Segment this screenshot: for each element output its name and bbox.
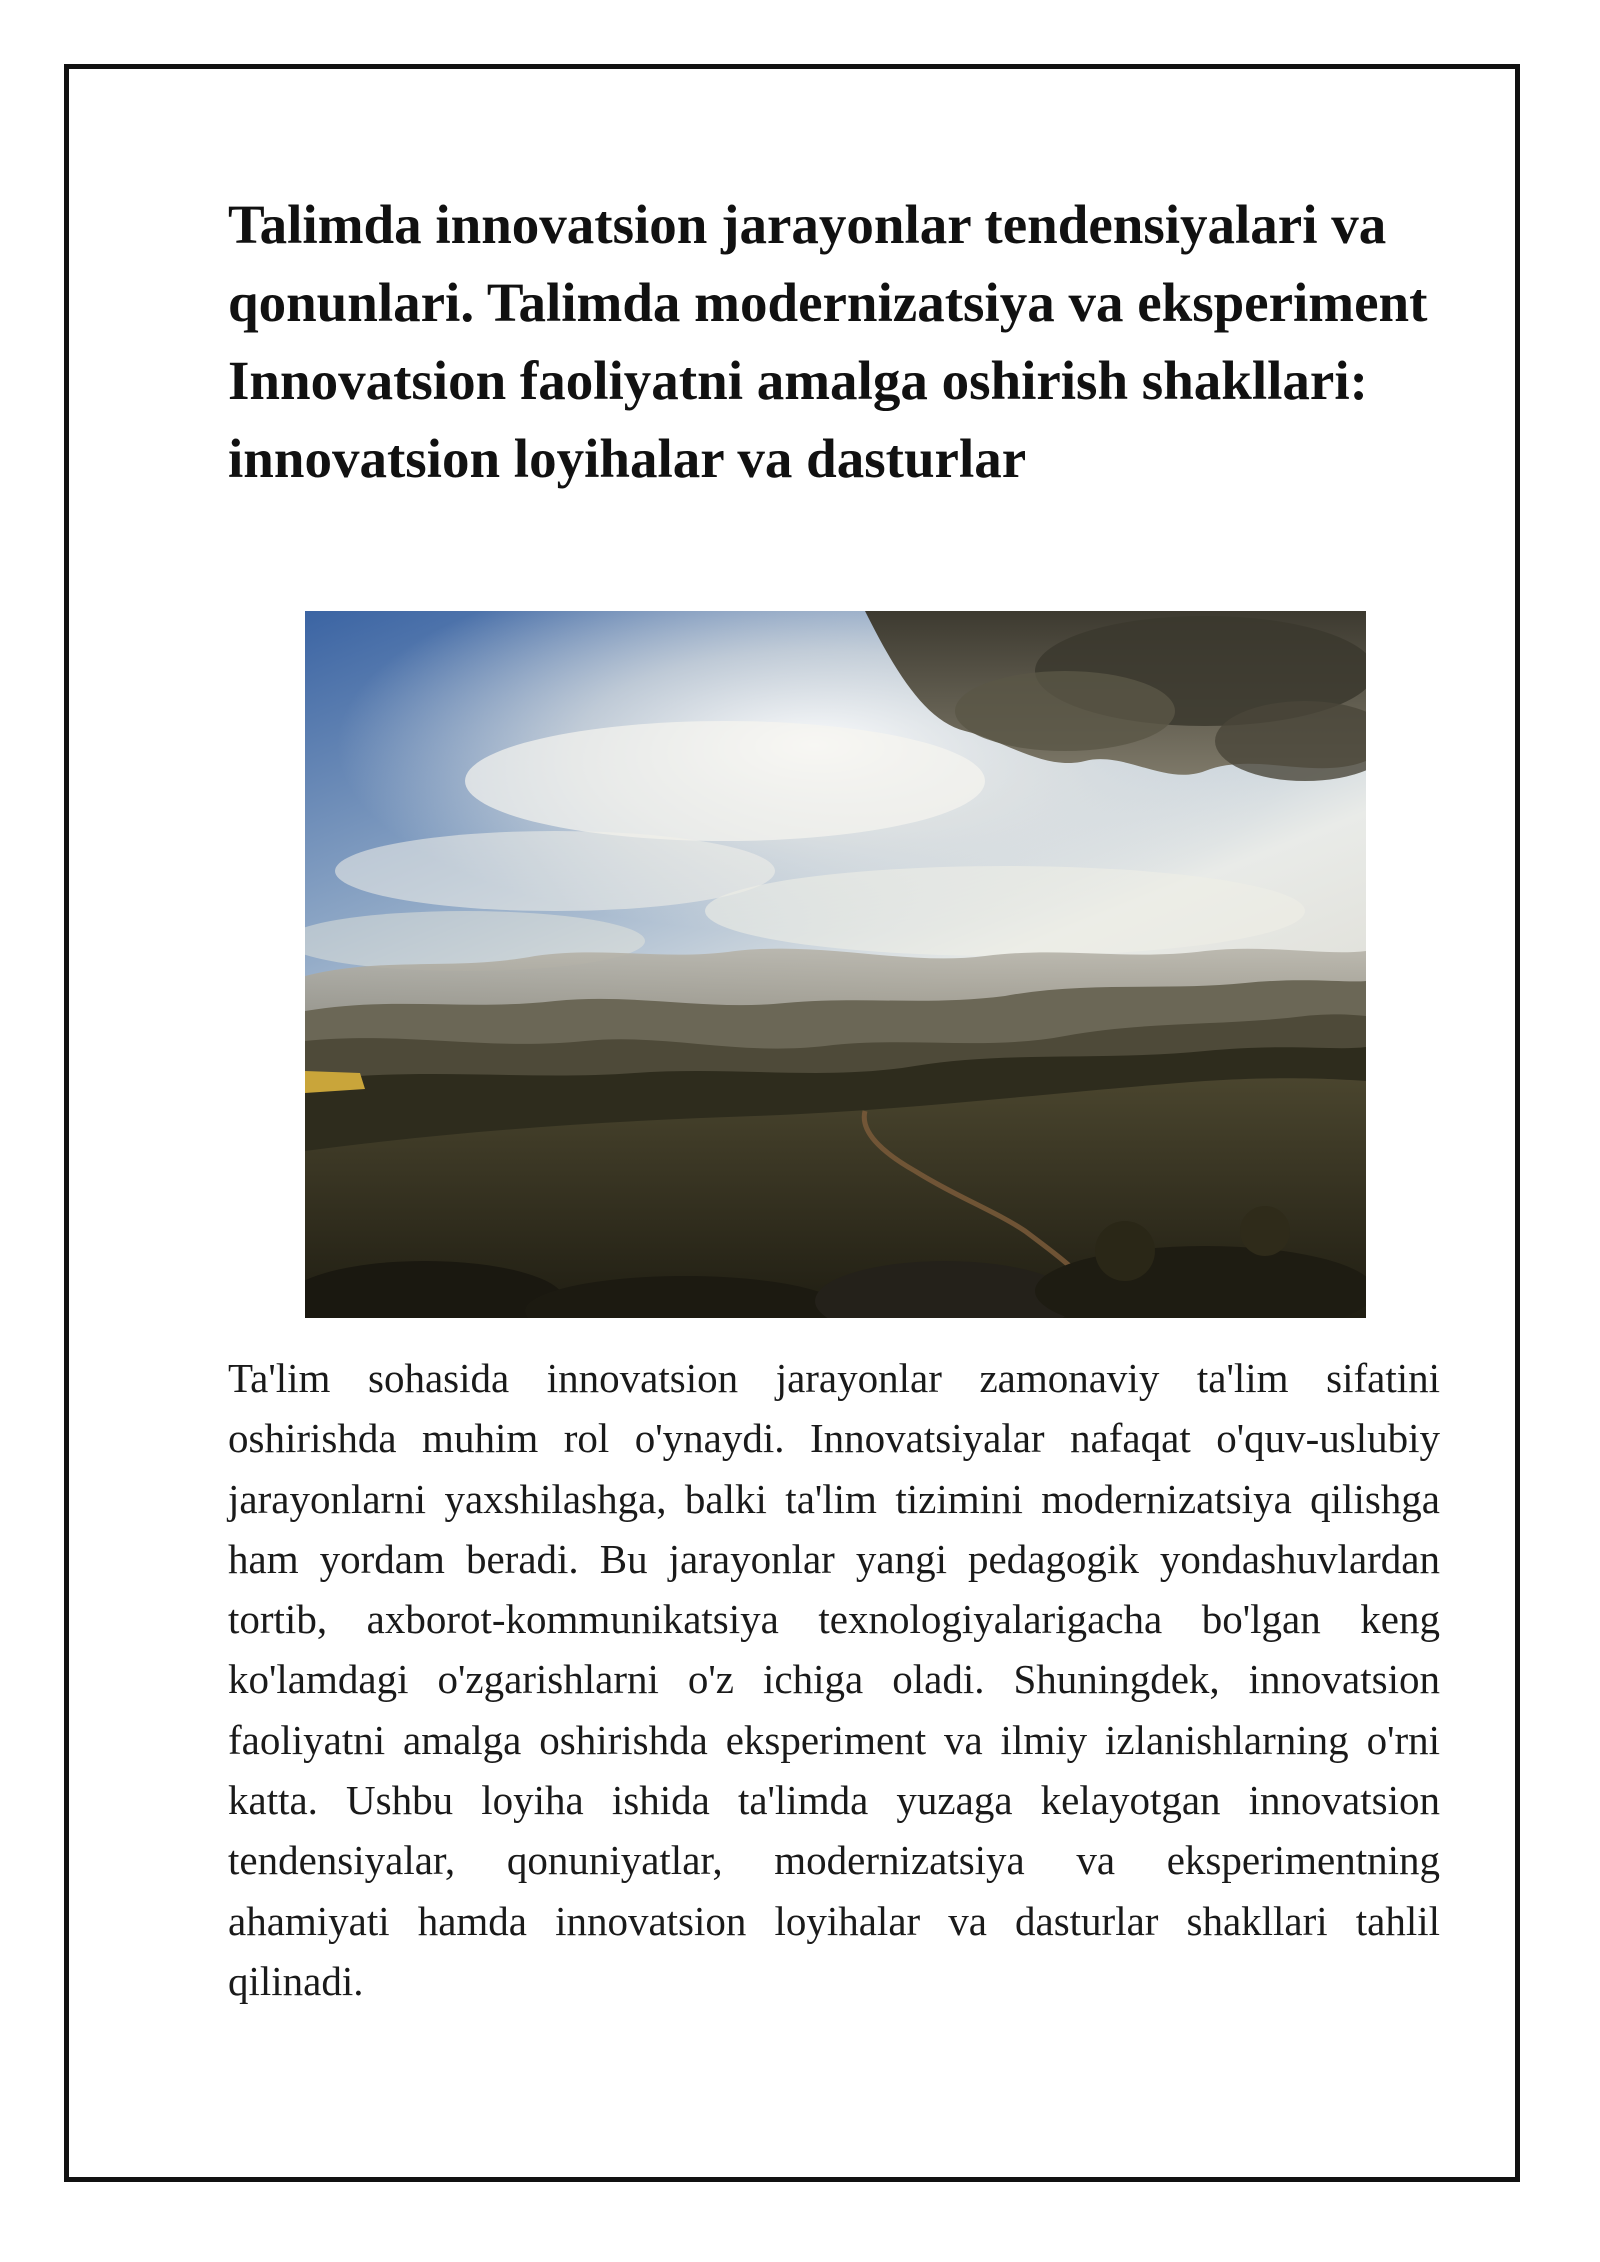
document-title: Talimda innovatsion jarayonlar tendensiyalari va qonunlari. Talimda modernizatsiya va eksperiment Innovatsion faoliyatni amalga oshirish shakllari: innovatsion loyihalar va dasturlar <box>228 194 1428 489</box>
intro-paragraph: Ta'lim sohasida innovatsion jarayonlar zamonaviy ta'lim sifatini oshirishda muhim rol o'ynaydi. Innovatsiyalar nafaqat o'quv-uslubiy jarayonlarni yaxshilashga, balki ta'lim tizimini modernizatsiya qilishga ham yordam beradi. Bu jarayonlar yangi pedagogik yondashuvlardan tortib, axborot-kommunikatsiya texnologiyalarigacha bo'lgan keng ko'lamdagi o'zgarishlarni o'z ichiga oladi. Shuningdek, innovatsion faoliyatni amalga oshirishda eksperiment va ilmiy izlanishlarning o'rni katta. Ushbu loyiha ishida ta'limda yuzaga kelayotgan innovatsion tendensiyalar, qonuniyatlar, modernizatsiya va eksperimentning ahamiyati hamda innovatsion loyihalar va dasturlar shakllari tahlil qilinadi. <box>228 1355 1440 2004</box>
landscape-illustration <box>305 611 1366 1318</box>
landscape-photo <box>305 611 1366 1318</box>
